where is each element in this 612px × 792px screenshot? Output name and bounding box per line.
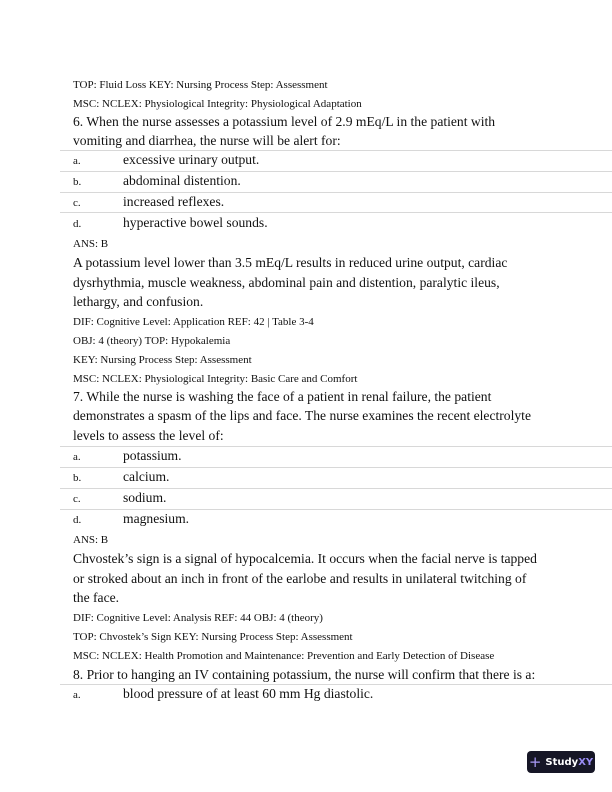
meta-line: DIF: Cognitive Level: Application REF: 42 | Table 3-4 — [73, 316, 314, 328]
option-text: hyperactive bowel sounds. — [123, 215, 268, 230]
plus-icon: + — [528, 752, 542, 771]
option-letter: b. — [73, 176, 82, 188]
option-text: sodium. — [123, 490, 167, 505]
meta-line: MSC: NCLEX: Physiological Integrity: Physiological Adaptation — [73, 98, 362, 110]
rationale: dysrhythmia, muscle weakness, abdominal pain and distention, paralytic ileus, — [73, 275, 500, 290]
option-b — [60, 172, 612, 192]
question-7-stem: demonstrates a spasm of the lips and face. The nurse examines the recent electrolyte — [73, 408, 531, 423]
option-text: magnesium. — [123, 511, 190, 526]
option-d — [60, 510, 612, 530]
option-letter: d. — [73, 514, 82, 526]
option-b — [60, 468, 612, 488]
question-6-stem: 6. When the nurse assesses a potassium level of 2.9 mEq/L in the patient with — [73, 114, 496, 129]
option-text: potassium. — [123, 448, 182, 463]
option-letter: d. — [73, 218, 82, 230]
option-text: abdominal distention. — [123, 173, 241, 188]
option-letter: c. — [73, 493, 81, 505]
meta-line: TOP: Fluid Loss KEY: Nursing Process Step: Assessment — [73, 79, 328, 91]
meta-line: TOP: Chvostek’s Sign KEY: Nursing Process Step: Assessment — [73, 631, 353, 643]
rationale: lethargy, and confusion. — [73, 294, 204, 309]
rationale: or stroked about an inch in front of the earlobe and results in unilateral twitching of — [73, 571, 527, 586]
answer: ANS: B — [73, 534, 109, 546]
rationale: Chvostek’s sign is a signal of hypocalcemia. It occurs when the facial nerve is tapped — [73, 551, 537, 566]
option-a — [60, 447, 612, 467]
option-d — [60, 214, 612, 234]
meta-line: MSC: NCLEX: Physiological Integrity: Basic Care and Comfort — [73, 373, 358, 385]
option-text: increased reflexes. — [123, 194, 225, 209]
divider — [60, 212, 612, 213]
option-letter: b. — [73, 472, 82, 484]
meta-line: OBJ: 4 (theory) TOP: Hypokalemia — [73, 335, 231, 347]
option-letter: c. — [73, 197, 81, 209]
option-a — [60, 151, 612, 171]
meta-line: MSC: NCLEX: Health Promotion and Maintenance: Prevention and Early Detection of Disease — [73, 650, 495, 662]
option-c — [60, 193, 612, 213]
option-letter: a. — [73, 155, 81, 167]
option-letter: a. — [73, 451, 81, 463]
option-text: calcium. — [123, 469, 170, 484]
question-6-stem: vomiting and diarrhea, the nurse will be alert for: — [73, 133, 341, 148]
question-7-stem: levels to assess the level of: — [73, 428, 224, 443]
option-a — [60, 685, 612, 705]
brand-name: StudyXY — [545, 756, 594, 768]
option-text: blood pressure of at least 60 mm Hg diastolic. — [123, 686, 374, 701]
option-text: excessive urinary output. — [123, 152, 260, 167]
question-7-stem: 7. While the nurse is washing the face of a patient in renal failure, the patient — [73, 389, 492, 404]
question-8-stem: 8. Prior to hanging an IV containing potassium, the nurse will confirm that there is a: — [73, 667, 536, 682]
rationale: A potassium level lower than 3.5 mEq/L results in reduced urine output, cardiac — [73, 255, 508, 270]
answer: ANS: B — [73, 238, 109, 250]
option-letter: a. — [73, 689, 81, 701]
option-c — [60, 489, 612, 509]
meta-line: KEY: Nursing Process Step: Assessment — [73, 354, 252, 366]
meta-line: DIF: Cognitive Level: Analysis REF: 44 OBJ: 4 (theory) — [73, 612, 323, 624]
rationale: the face. — [73, 590, 120, 605]
studyxy-badge[interactable] — [527, 751, 595, 773]
